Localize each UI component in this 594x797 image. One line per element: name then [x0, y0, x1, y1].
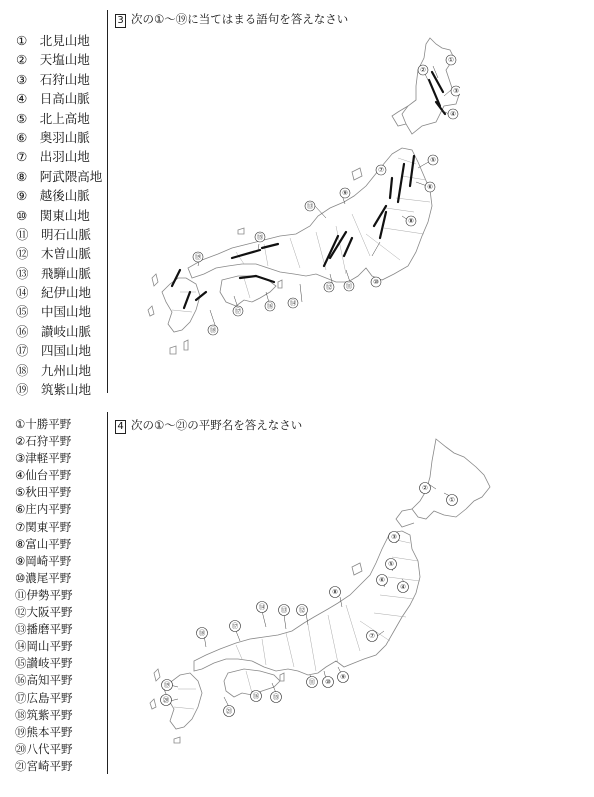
tsushima-outline [152, 274, 158, 286]
list-item: ⑫ 木曽山脈 [16, 246, 92, 262]
list-item: ⑬ 飛騨山脈 [16, 265, 92, 281]
honshu-outline [194, 531, 420, 675]
sado-outline [352, 168, 362, 180]
list-item: ⑨ 越後山脈 [16, 188, 90, 204]
map-label: ⑯ [266, 302, 274, 310]
map-label: ⑲ [194, 253, 202, 261]
map-label: ⑭ [289, 299, 297, 307]
list-item: ⑪伊勢平野 [15, 587, 73, 602]
map-label: ⑨ [340, 673, 346, 681]
list-item: ③ 石狩山地 [16, 71, 90, 87]
leader-lines [170, 485, 452, 709]
map-label: ⑳ [162, 696, 170, 704]
map-label: ③ [453, 87, 459, 95]
map-label: ⑥ [379, 576, 385, 584]
list-item: ⑯ 讃岐山脈 [16, 323, 92, 339]
divider [107, 10, 108, 393]
map-label: ⑬ [280, 606, 288, 614]
map-label: ⑪ [345, 282, 353, 290]
list-item: ⑰広島平野 [15, 690, 73, 705]
map-label: ⑲ [163, 681, 171, 689]
question-heading [115, 417, 302, 434]
list-item: ⑩濃尾平野 [15, 570, 72, 585]
question-text: 次の①～㉑の平野名を答えなさい [131, 418, 303, 432]
list-item: ⑩ 関東山地 [16, 207, 90, 223]
mountain-list [16, 31, 102, 399]
tanegashima-outline [184, 340, 188, 350]
map-label: ② [422, 484, 428, 492]
map-label: ⑩ [373, 278, 379, 286]
question-number: 4 [115, 420, 126, 434]
list-item: ⑥ 奥羽山脈 [16, 129, 90, 145]
map-label: ㉑ [225, 707, 233, 715]
list-item: ⑳八代平野 [15, 741, 73, 756]
list-item: ⑤秋田平野 [15, 485, 72, 500]
list-item: ②石狩平野 [15, 434, 72, 449]
yakushima-outline [174, 737, 180, 743]
list-item: ⑭ 紀伊山地 [16, 285, 92, 301]
map-label: ① [449, 496, 455, 504]
question-number: 3 [115, 14, 126, 28]
awaji-outline [280, 673, 284, 681]
map-label: ⑤ [388, 560, 394, 568]
list-item: ㉑宮崎平野 [15, 758, 73, 773]
map-label: ⑦ [369, 632, 375, 640]
list-item: ⑯高知平野 [15, 673, 73, 688]
map-label: ③ [391, 533, 397, 541]
list-item: ⑧ 阿武隈高地 [16, 168, 103, 184]
japan-map-plains [140, 435, 520, 745]
map-label: ⑭ [258, 603, 266, 611]
kyushu-outline [162, 278, 200, 332]
goto-outline [150, 699, 156, 709]
list-item: ⑫大阪平野 [15, 605, 73, 620]
oki-outline [238, 228, 244, 234]
sado-outline [352, 563, 362, 575]
map-label: ⑨ [342, 189, 348, 197]
honshu-outline [188, 148, 432, 282]
awaji-outline [278, 280, 282, 288]
map-label: ⑰ [234, 307, 242, 315]
map-label: ⑫ [298, 606, 306, 614]
map-label: ⑥ [427, 183, 433, 191]
goto-outline [148, 306, 154, 316]
map-label: ⑩ [325, 678, 331, 686]
prefecture-borders [174, 539, 420, 709]
map-label: ② [420, 66, 426, 74]
map-label: ⑤ [430, 156, 436, 164]
map-label: ⑱ [198, 629, 206, 637]
yakushima-outline [170, 346, 176, 354]
divider [107, 412, 108, 774]
japan-map-mountains [140, 30, 460, 365]
list-item: ⑲ 筑紫山地 [16, 382, 92, 398]
list-item: ④仙台平野 [15, 468, 72, 483]
list-item: ⑦関東平野 [15, 519, 72, 534]
map-label: ⑦ [378, 166, 384, 174]
list-item: ⑬播磨平野 [15, 622, 73, 637]
map-label: ④ [400, 583, 406, 591]
list-item: ⑱筑紫平野 [15, 707, 73, 722]
list-item: ⑨岡崎平野 [15, 553, 72, 568]
label-glyphs [195, 56, 459, 334]
list-item: ⑦ 出羽山地 [16, 149, 90, 165]
tsushima-outline [154, 669, 160, 681]
list-item: ①十勝平野 [15, 417, 72, 431]
map-label: ④ [450, 110, 456, 118]
hokkaido-outline [412, 439, 490, 519]
list-item: ⑤ 北上高地 [16, 110, 90, 126]
list-item: ⑰ 四国山地 [16, 343, 92, 359]
list-item: ① 北見山地 [16, 33, 90, 48]
question-heading [115, 11, 348, 28]
map-label: ⑧ [332, 588, 338, 596]
list-item: ⑥庄内平野 [15, 502, 72, 517]
label-markers [193, 55, 460, 335]
list-item: ⑮ 中国山地 [16, 304, 92, 320]
map-label: ⑧ [408, 217, 414, 225]
map-label: ① [448, 56, 454, 64]
label-glyphs [163, 484, 455, 715]
list-item: ② 天塩山地 [16, 52, 90, 68]
mountain-ridges [172, 72, 445, 308]
map-label: ⑱ [209, 326, 217, 334]
plain-list [15, 416, 73, 775]
map-label: ⑪ [308, 678, 316, 686]
map-label: ⑮ [272, 693, 280, 701]
list-item: ⑮讃岐平野 [15, 656, 73, 671]
map-label: ⑬ [306, 202, 314, 210]
list-item: ④ 日高山脈 [16, 91, 90, 107]
list-item: ⑲熊本平野 [15, 724, 73, 739]
shakotan-outline [396, 509, 414, 527]
list-item: ③津軽平野 [15, 451, 72, 466]
question-text: 次の①～⑲に当てはまる語句を答えなさい [131, 12, 349, 26]
map-label: ⑫ [325, 283, 333, 291]
list-item: ⑪ 明石山脈 [16, 226, 92, 242]
list-item: ⑧富山平野 [15, 536, 72, 551]
list-item: ⑭岡山平野 [15, 639, 73, 654]
map-label: ⑰ [231, 622, 239, 630]
list-item: ⑱ 九州山地 [16, 362, 92, 378]
map-label: ⑯ [252, 692, 260, 700]
map-label: ⑮ [256, 233, 264, 241]
